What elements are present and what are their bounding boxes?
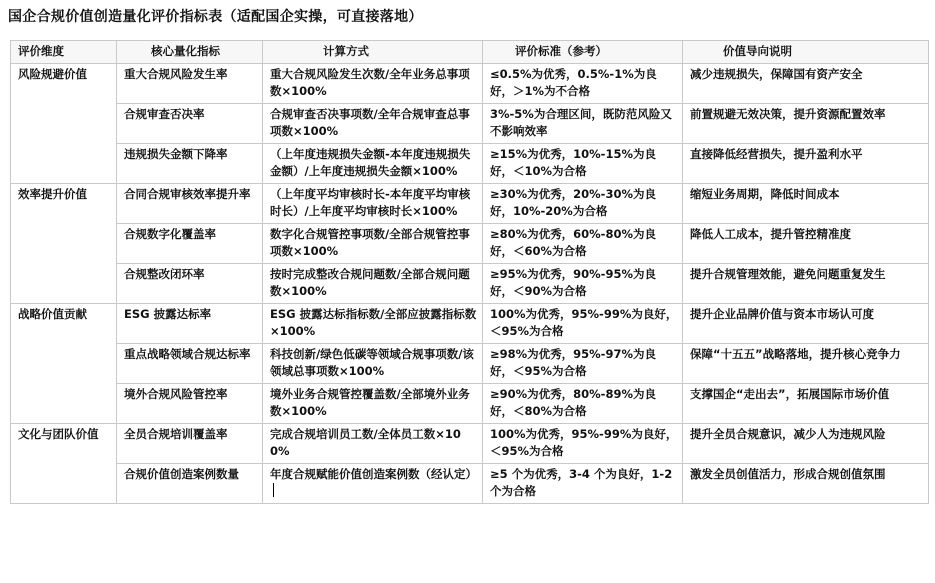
formula-cell: 完成合规培训员工数/全体员工数×100% [263,424,483,464]
formula-cell: 按时完成整改合规问题数/全部合规问题数×100% [263,264,483,304]
standard-cell: ≥98%为优秀，95%-97%为良好，＜95%为合格 [483,344,683,384]
standard-cell: ≥5 个为优秀，3-4 个为良好，1-2 个为合格 [483,464,683,504]
indicator-cell: 重大合规风险发生率 [117,64,263,104]
text-cursor [273,483,274,497]
table-row [11,424,929,464]
note-cell: 前置规避无效决策，提升资源配置效率 [683,104,929,144]
formula-cell: ESG 披露达标指标数/全部应披露指标数×100% [263,304,483,344]
formula-cell: 境外业务合规管控覆盖数/全部境外业务数×100% [263,384,483,424]
indicator-cell: 违规损失金额下降率 [117,144,263,184]
table-header-row [11,41,929,64]
table-row [11,344,929,384]
note-cell: 提升全员合规意识，减少人为违规风险 [683,424,929,464]
formula-cell: 重大合规风险发生次数/全年业务总事项数×100% [263,64,483,104]
dimension-cell: 文化与团队价值 [11,424,117,504]
dimension-cell: 效率提升价值 [11,184,117,304]
indicator-cell: ESG 披露达标率 [117,304,263,344]
note-cell: 降低人工成本，提升管控精准度 [683,224,929,264]
table-row [11,264,929,304]
table-row [11,464,929,504]
indicator-cell: 全员合规培训覆盖率 [117,424,263,464]
indicator-cell: 合规数字化覆盖率 [117,224,263,264]
note-cell: 激发全员创值活力，形成合规创值氛围 [683,464,929,504]
header-standard: 评价标准（参考） [483,41,683,64]
formula-text: 年度合规赋能价值创造案例数（经认定） [270,467,477,481]
standard-cell: 100%为优秀，95%-99%为良好，＜95%为合格 [483,424,683,464]
page-title: 国企合规价值创造量化评价指标表（适配国企实操，可直接落地） [8,9,423,25]
note-cell: 提升合规管理效能，避免问题重复发生 [683,264,929,304]
standard-cell: ≤0.5%为优秀，0.5%-1%为良好，＞1%为不合格 [483,64,683,104]
standard-cell: ≥90%为优秀，80%-89%为良好，＜80%为合格 [483,384,683,424]
indicator-cell: 合规价值创造案例数量 [117,464,263,504]
formula-cell: 数字化合规管控事项数/全部合规管控事项数×100% [263,224,483,264]
header-dimension: 评价维度 [11,41,117,64]
note-cell: 支撑国企“走出去”，拓展国际市场价值 [683,384,929,424]
formula-cell-editing[interactable] [263,464,483,504]
indicator-table [10,40,929,504]
note-cell: 减少违规损失，保障国有资产安全 [683,64,929,104]
table-row [11,384,929,424]
standard-cell: ≥15%为优秀，10%-15%为良好，＜10%为合格 [483,144,683,184]
header-indicator: 核心量化指标 [117,41,263,64]
indicator-cell: 合同合规审核效率提升率 [117,184,263,224]
standard-cell: 100%为优秀，95%-99%为良好，＜95%为合格 [483,304,683,344]
indicator-cell: 境外合规风险管控率 [117,384,263,424]
formula-cell: （上年度平均审核时长-本年度平均审核时长）/上年度平均审核时长×100% [263,184,483,224]
note-cell: 直接降低经营损失，提升盈利水平 [683,144,929,184]
table-row [11,224,929,264]
standard-cell: ≥80%为优秀，60%-80%为良好，＜60%为合格 [483,224,683,264]
table-row [11,104,929,144]
note-cell: 提升企业品牌价值与资本市场认可度 [683,304,929,344]
indicator-cell: 重点战略领域合规达标率 [117,344,263,384]
note-cell: 缩短业务周期，降低时间成本 [683,184,929,224]
dimension-cell: 战略价值贡献 [11,304,117,424]
formula-cell: 科技创新/绿色低碳等领域合规事项数/该领域总事项数×100% [263,344,483,384]
indicator-cell: 合规审查否决率 [117,104,263,144]
indicator-cell: 合规整改闭环率 [117,264,263,304]
standard-cell: 3%-5%为合理区间，既防范风险又不影响效率 [483,104,683,144]
header-formula: 计算方式 [263,41,483,64]
table-row [11,304,929,344]
formula-cell: 合规审查否决事项数/全年合规审查总事项数×100% [263,104,483,144]
table-row [11,64,929,104]
header-note: 价值导向说明 [683,41,929,64]
dimension-cell: 风险规避价值 [11,64,117,184]
table-row [11,144,929,184]
table-row [11,184,929,224]
note-cell: 保障“十五五”战略落地，提升核心竞争力 [683,344,929,384]
standard-cell: ≥95%为优秀，90%-95%为良好，＜90%为合格 [483,264,683,304]
formula-cell: （上年度违规损失金额-本年度违规损失金额）/上年度违规损失金额×100% [263,144,483,184]
standard-cell: ≥30%为优秀，20%-30%为良好，10%-20%为合格 [483,184,683,224]
